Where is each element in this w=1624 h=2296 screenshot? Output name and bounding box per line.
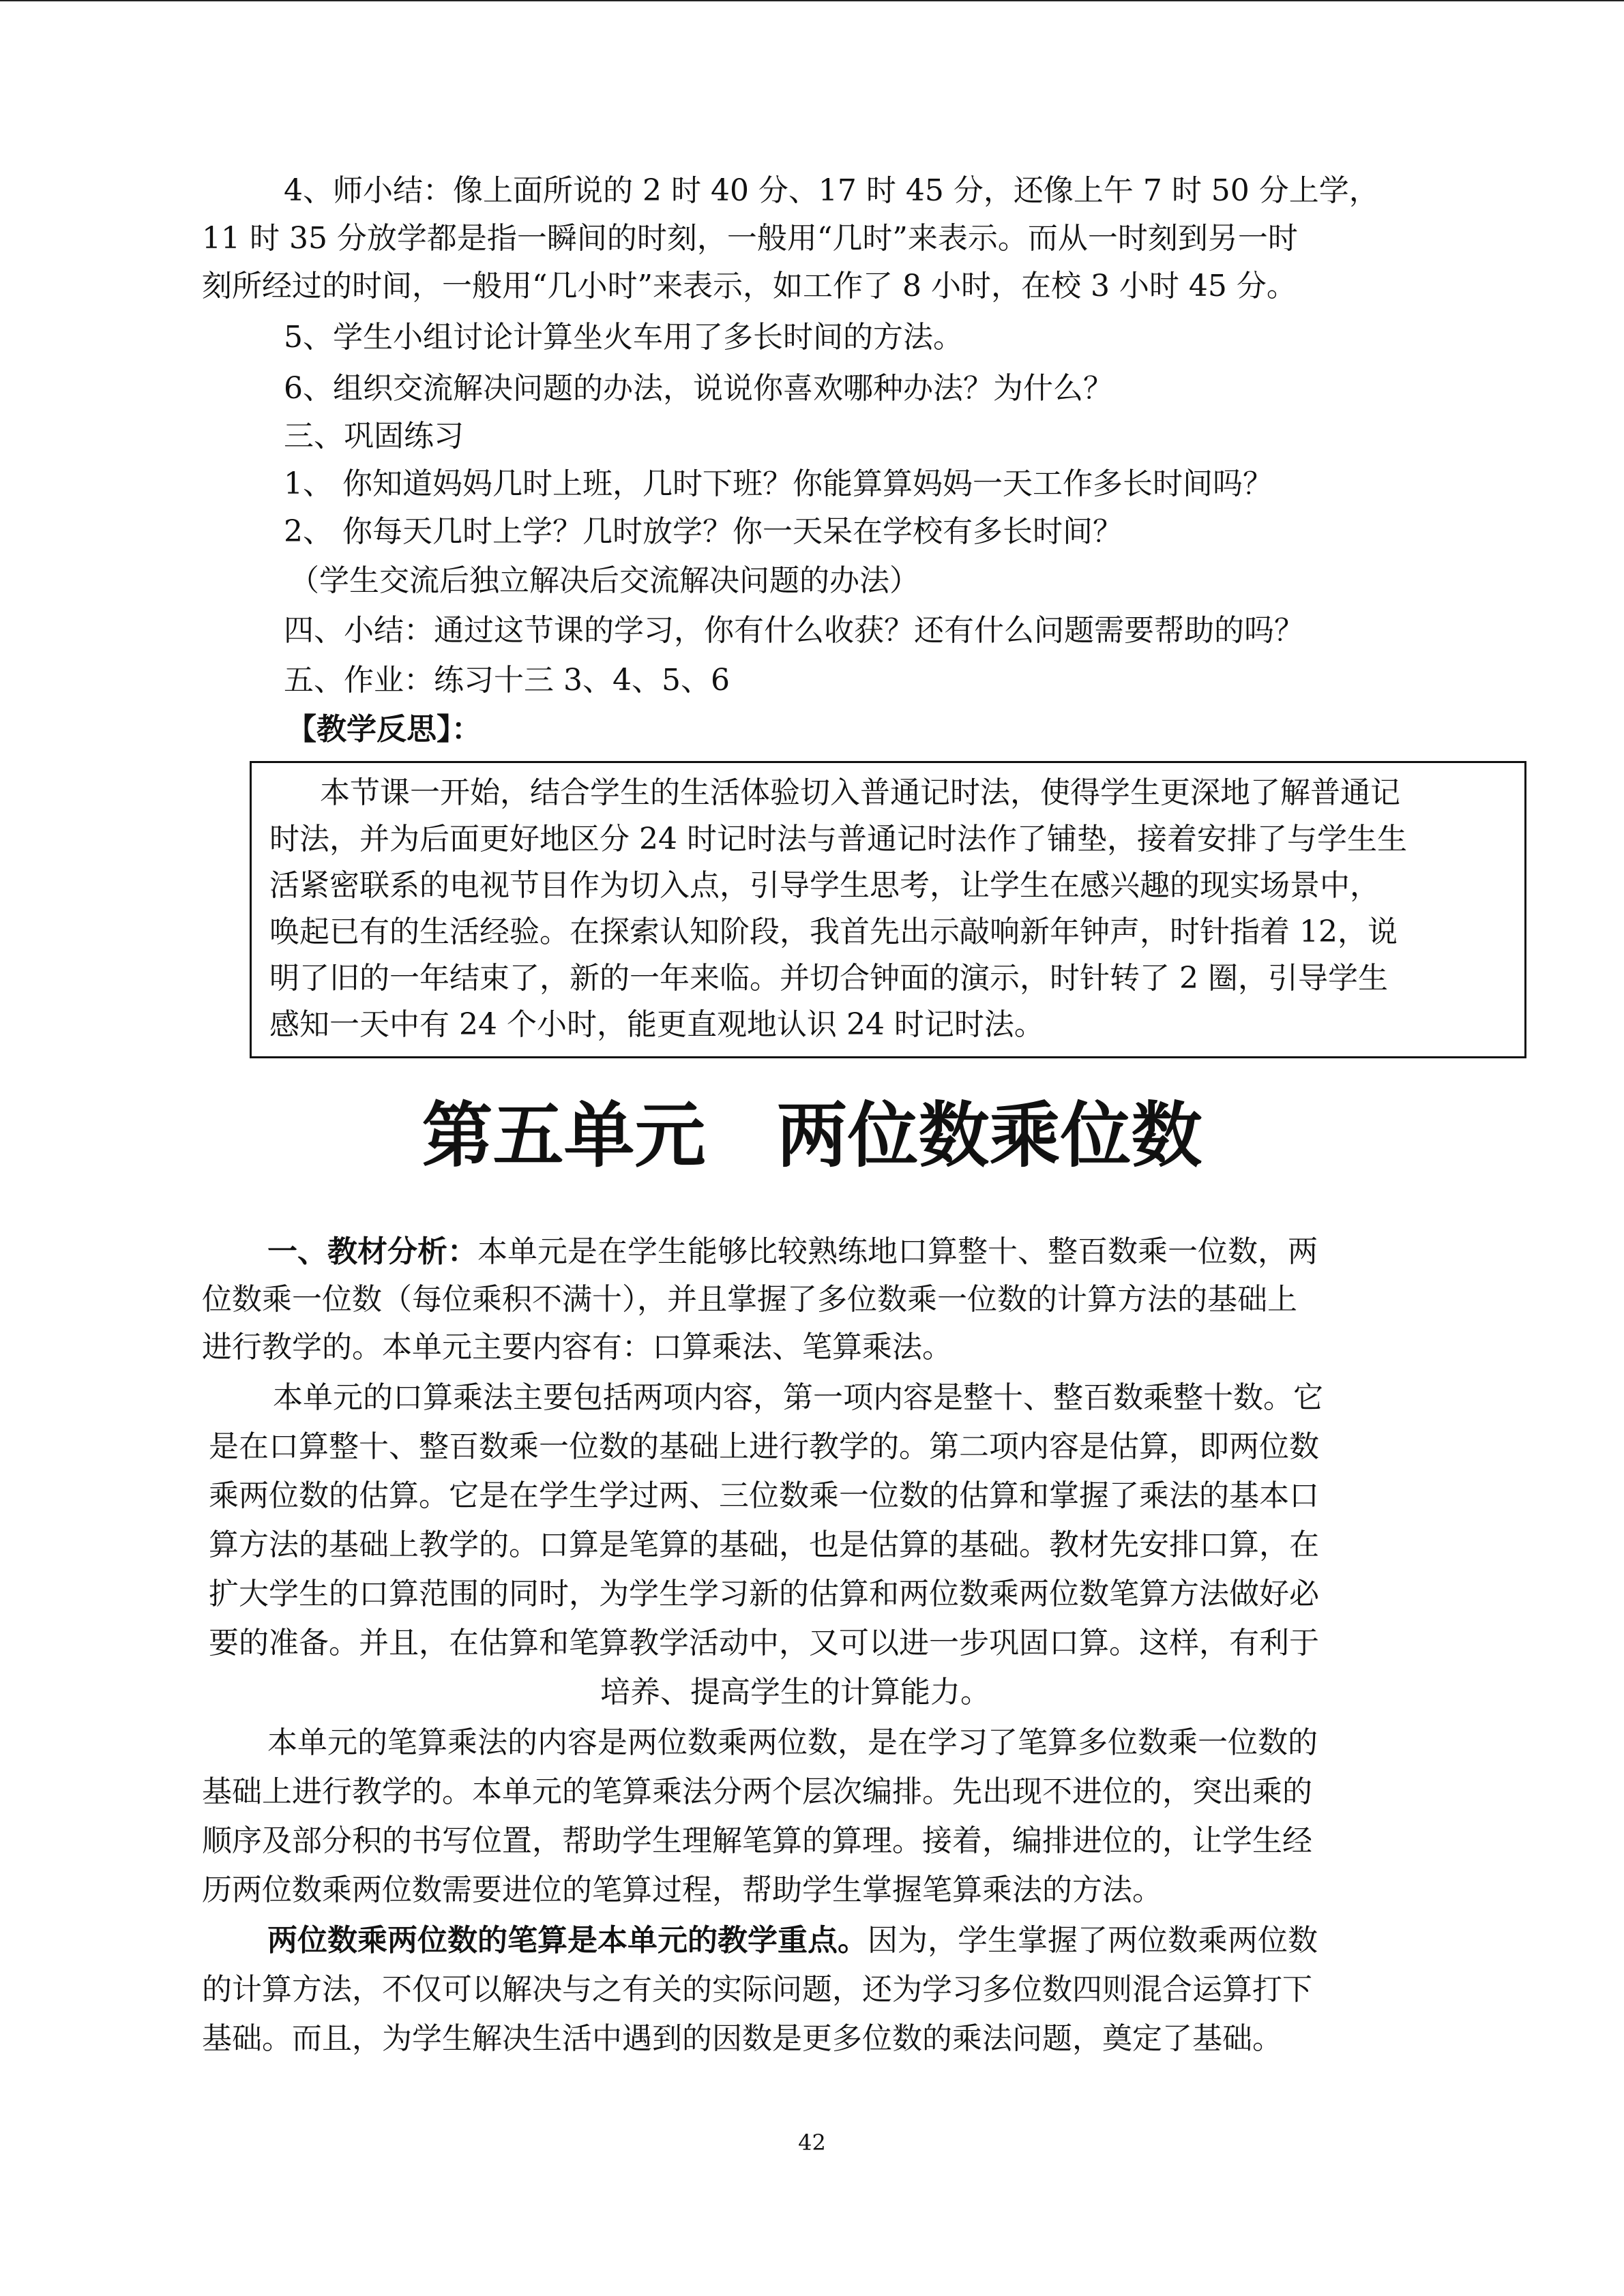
paragraph-line: 的计算方法，不仅可以解决与之有关的实际问题，还为学习多位数四则混合运算打下 bbox=[202, 1972, 1312, 2007]
reflection-line: 明了旧的一年结束了，新的一年来临。并切合钟面的演示，时针转了 2 圈，引导学生 bbox=[269, 961, 1388, 996]
paragraph-line: 本单元的口算乘法主要包括两项内容，第一项内容是整十、整百数乘整十数。它 bbox=[273, 1380, 1323, 1415]
paragraph-line: 进行教学的。本单元主要内容有：口算乘法、笔算乘法。 bbox=[202, 1330, 952, 1365]
reflection-line: 本节课一开始，结合学生的生活体验切入普通记时法，使得学生更深地了解普通记 bbox=[320, 775, 1400, 810]
top-border bbox=[0, 0, 1624, 1]
section-heading: 三、巩固练习 bbox=[284, 419, 464, 453]
paragraph-text: 因为，学生掌握了两位数乘两位数 bbox=[868, 1923, 1318, 1958]
paragraph-line: 基础。而且，为学生解决生活中遇到的因数是更多位数的乘法问题，奠定了基础。 bbox=[202, 2021, 1282, 2056]
text-line: 6、组织交流解决问题的办法，说说你喜欢哪种办法？为什么？ bbox=[284, 371, 1113, 406]
paragraph-line: 基础上进行教学的。本单元的笔算乘法分两个层次编排。先出现不进位的，突出乘的 bbox=[202, 1774, 1312, 1809]
paragraph-line: 本单元的笔算乘法的内容是两位数乘两位数，是在学习了笔算多位数乘一位数的 bbox=[267, 1725, 1318, 1760]
exercise-item: 1、 你知道妈妈几时上班，几时下班？你能算算妈妈一天工作多长时间吗？ bbox=[284, 466, 1273, 501]
paragraph-line: 扩大学生的口算范围的同时，为学生学习新的估算和两位数乘两位数笔算方法做好必 bbox=[209, 1577, 1319, 1611]
paragraph-line: 顺序及部分积的书写位置，帮助学生理解笔算的算理。接着，编排进位的，让学生经 bbox=[202, 1823, 1312, 1858]
reflection-line: 感知一天中有 24 个小时，能更直观地认识 24 时记时法。 bbox=[269, 1007, 1044, 1042]
page-number: 42 bbox=[798, 2130, 826, 2156]
paragraph-line: 要的准备。并且，在估算和笔算教学活动中，又可以进一步巩固口算。这样，有利于 bbox=[209, 1626, 1319, 1660]
paragraph-line bbox=[267, 1920, 1318, 1961]
reflection-line: 活紧密联系的电视节目作为切入点，引导学生思考，让学生在感兴趣的现实场景中， bbox=[269, 868, 1380, 903]
paragraph-text: 本单元是在学生能够比较熟练地口算整十、整百数乘一位数，两 bbox=[477, 1234, 1318, 1269]
text-line: 刻所经过的时间，一般用“几小时”来表示，如工作了 8 小时，在校 3 小时 45 分。 bbox=[202, 269, 1297, 303]
section-heading: 五、作业：练习十三 3、4、5、6 bbox=[284, 663, 730, 698]
paragraph-line bbox=[267, 1232, 1318, 1272]
exercise-item: 2、 你每天几时上学？几时放学？你一天呆在学校有多长时间？ bbox=[284, 514, 1123, 549]
paragraph-line: 历两位数乘两位数需要进位的笔算过程，帮助学生掌握笔算乘法的方法。 bbox=[202, 1873, 1162, 1907]
text-line: 4、师小结：像上面所说的 2 时 40 分、17 时 45 分，还像上午 7 时 50 分上学， bbox=[284, 173, 1379, 208]
reflection-line: 唤起已有的生活经验。在探索认知阶段，我首先出示敲响新年钟声，时针指着 12，说 bbox=[269, 914, 1398, 949]
paragraph-label: 一、教材分析： bbox=[267, 1234, 477, 1269]
paragraph-line: 是在口算整十、整百数乘一位数的基础上进行教学的。第二项内容是估算，即两位数 bbox=[209, 1429, 1319, 1464]
unit-title: 第五单元 两位数乘位数 bbox=[422, 1094, 1202, 1177]
paragraph-line: 乘两位数的估算。它是在学生学过两、三位数乘一位数的估算和掌握了乘法的基本口 bbox=[209, 1478, 1319, 1513]
text-line: 5、学生小组讨论计算坐火车用了多长时间的方法。 bbox=[284, 320, 963, 355]
reflection-box bbox=[250, 761, 1526, 1058]
paragraph-line: 算方法的基础上教学的。口算是笔算的基础，也是估算的基础。教材先安排口算，在 bbox=[209, 1527, 1319, 1562]
emphasis-text: 两位数乘两位数的笔算是本单元的教学重点。 bbox=[267, 1923, 868, 1958]
text-line: （学生交流后独立解决后交流解决问题的办法） bbox=[289, 563, 919, 598]
section-heading: 四、小结：通过这节课的学习，你有什么收获？还有什么问题需要帮助的吗？ bbox=[284, 613, 1304, 648]
reflection-line: 时法，并为后面更好地区分 24 时记时法与普通记时法作了铺垫，接着安排了与学生生 bbox=[269, 822, 1407, 856]
paragraph-line: 培养、提高学生的计算能力。 bbox=[600, 1675, 990, 1710]
paragraph-line: 位数乘一位数（每位乘积不满十），并且掌握了多位数乘一位数的计算方法的基础上 bbox=[202, 1282, 1297, 1317]
reflection-heading: 【教学反思】： bbox=[286, 712, 482, 747]
text-line: 11 时 35 分放学都是指一瞬间的时刻，一般用“几时”来表示。而从一时刻到另一时 bbox=[202, 221, 1298, 256]
